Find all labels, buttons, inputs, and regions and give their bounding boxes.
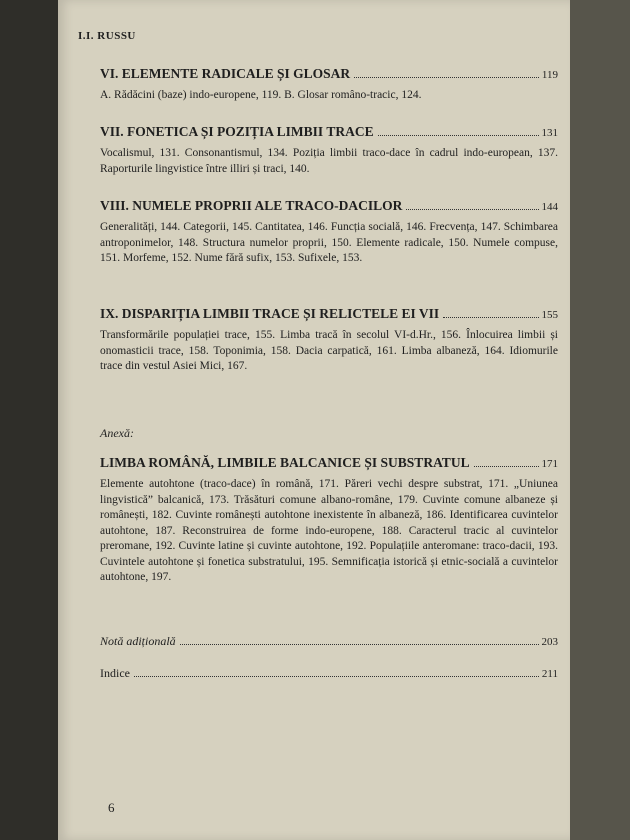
toc-entry-indice	[100, 666, 558, 681]
toc-entry	[100, 198, 558, 267]
toc-entry-heading	[100, 306, 558, 322]
dot-leader	[378, 134, 539, 136]
toc-entry-page: 211	[541, 668, 558, 680]
annex-label: Anexă:	[100, 426, 134, 440]
toc-entry-title: VI. ELEMENTE RADICALE ȘI GLOSAR	[100, 66, 351, 81]
dot-leader	[443, 316, 538, 318]
toc-entry-body: Elemente autohtone (traco-dace) în română, 171. Păreri vechi despre substrat, 171. „Uniunea lingvistică” balcanică, 173. Trăsături comune albano-române, 179. Cuvinte comune albaneze și românești, 182. Cuvinte românești autohtone inexistente în albaneză, 186. Identificarea cuvintelor autohtone, 187. Reconstruirea de forme indo-europene, 188. Caracterul tracic al cuvintelor preromane, 192. Cuvinte latine și cuvinte autohtone, 192. Populațiile anteromane: traco-dacii, 193. Cuvintele autohtone și fonetica substratului, 195. Semnificația istorică și etnic-socială a cuvintelor autohtone, 197.	[100, 478, 558, 583]
toc-entry-body: A. Rădăcini (baze) indo-europene, 119. B. Glosar româno-tracic, 124.	[100, 89, 422, 101]
dot-leader	[180, 643, 539, 645]
toc-entry-heading	[100, 634, 558, 649]
toc-entry-title: LIMBA ROMÂNĂ, LIMBILE BALCANICE ȘI SUBSTRATUL	[100, 455, 470, 470]
dot-leader	[354, 76, 539, 78]
toc-entry-title: VII. FONETICA ȘI POZIȚIA LIMBII TRACE	[100, 124, 374, 139]
toc-entry-heading	[100, 198, 558, 214]
toc-entry-page: 155	[541, 309, 558, 321]
toc-entry	[100, 124, 558, 177]
book-page	[58, 0, 570, 840]
toc-entry-nota	[100, 634, 558, 649]
toc-entry-page: 144	[541, 201, 558, 213]
toc-entry-body: Transformările populației trace, 155. Limba tracă în secolul VI-d.Hr., 156. Înlocuirea limbii și onomasticii trace, 158. Toponimia, 158. Dacia carpatică, 161. Limba albaneză, 164. Idiomurile trace din vestul Asiei Mici, 167.	[100, 329, 558, 372]
toc-entry-page: 171	[541, 458, 558, 470]
toc-entry-title: Indice	[100, 666, 130, 680]
toc-entry-title: IX. DISPARIȚIA LIMBII TRACE ȘI RELICTELE EI VII	[100, 306, 440, 321]
toc-entry-annex	[100, 455, 558, 586]
dot-leader	[134, 675, 539, 677]
background-right	[570, 0, 630, 840]
toc-entry-heading	[100, 66, 558, 82]
background-left	[0, 0, 58, 840]
toc-entry	[100, 66, 558, 104]
dot-leader	[474, 465, 539, 467]
dot-leader	[406, 208, 538, 210]
toc-entry-heading	[100, 666, 558, 681]
toc-entry	[100, 306, 558, 375]
toc-entry-body: Vocalismul, 131. Consonantismul, 134. Poziția limbii traco-dace în cadrul indo-european, 137. Raporturile lingvistice între illiri și traci, 140.	[100, 147, 558, 175]
toc-entry-page: 131	[541, 127, 558, 139]
toc-entry-title: Notă adițională	[100, 634, 176, 648]
toc-entry-body: Generalități, 144. Categorii, 145. Cantitatea, 146. Funcția socială, 146. Frecvența, 147. Schimbarea antroponimelor, 148. Structura numelor proprii, 150. Elemente radicale, 150. Numele compuse, 151. Morfeme, 152. Nume fără sufix, 153. Sufixele, 153.	[100, 221, 558, 264]
toc-entry-page: 119	[541, 69, 558, 81]
toc-entry-heading	[100, 455, 558, 471]
page-number: 6	[108, 800, 115, 815]
toc-entry-title: VIII. NUMELE PROPRII ALE TRACO-DACILOR	[100, 198, 403, 213]
running-header: I.I. RUSSU	[78, 30, 136, 42]
toc-entry-heading	[100, 124, 558, 140]
toc-entry-page: 203	[541, 636, 558, 648]
